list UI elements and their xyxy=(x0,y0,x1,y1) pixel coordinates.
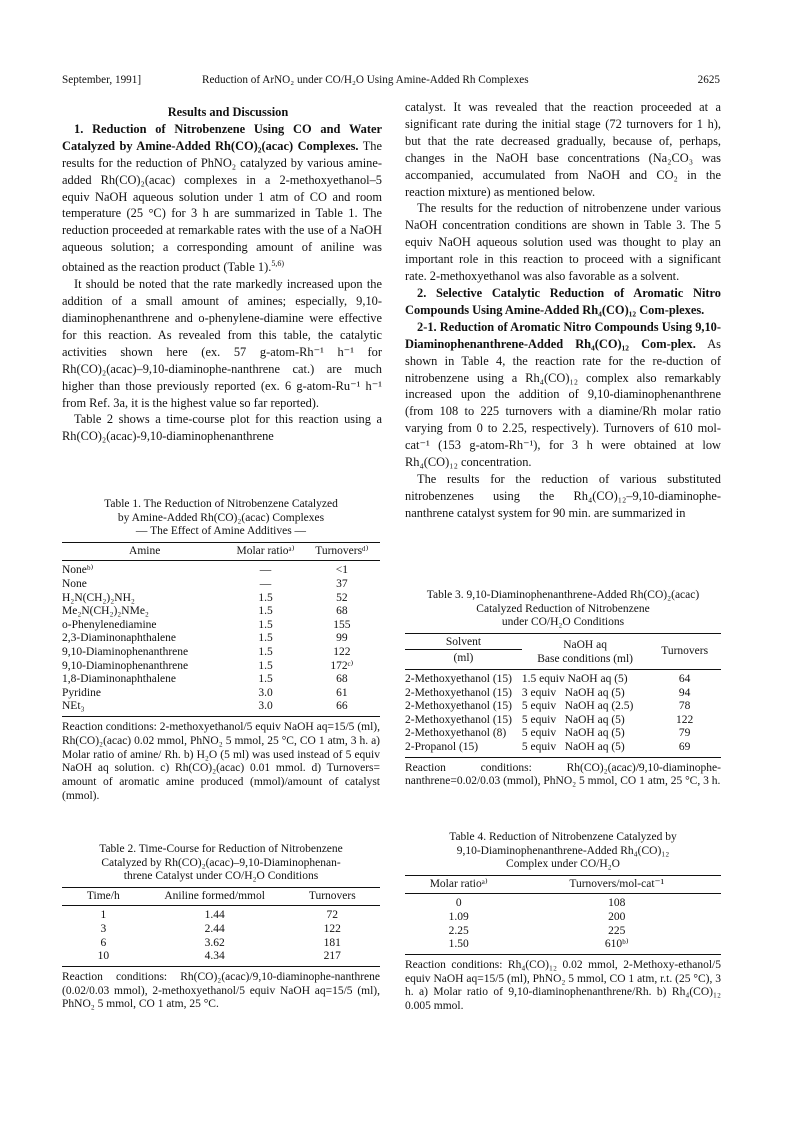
table-cell: 2,3-Diaminonaphthalene xyxy=(62,632,177,645)
table-cell: 172ᶜ⁾ xyxy=(330,659,354,672)
table-cell: 68 xyxy=(336,605,348,618)
table-row xyxy=(62,561,380,578)
table-body xyxy=(405,894,721,954)
table-row xyxy=(62,578,380,592)
table-row xyxy=(62,619,380,633)
table-header-row xyxy=(62,542,380,561)
table-cell: 2.44 xyxy=(204,922,225,935)
caption-line: 9,10-Diaminophenanthrene-Added Rh₄(CO)₁₂ xyxy=(456,844,670,857)
table-cell: 200 xyxy=(608,910,626,923)
caption-line: Catalyzed by Rh(CO)₂(acac)–9,10-Diaminophenan- xyxy=(101,856,341,869)
table-cell: o-Phenylenediamine xyxy=(62,618,157,631)
table-cell: H₂N(CH₂)₂NH₂ xyxy=(62,591,135,604)
table-cell: Me₂N(CH₂)₂NMe₂ xyxy=(62,605,149,618)
table-cell: 68 xyxy=(336,673,348,686)
caption-line: under CO/H₂O Conditions xyxy=(501,616,625,629)
table-cell: 4.34 xyxy=(204,950,225,963)
table-row xyxy=(405,687,721,701)
left-column xyxy=(62,104,382,445)
paragraph-sub2 xyxy=(405,285,721,319)
table-row xyxy=(62,660,380,674)
table-3 xyxy=(405,589,721,789)
table-cell: 2-Methoxyethanol (15) xyxy=(405,713,512,726)
caption-line: Catalyzed Reduction of Nitrobenzene xyxy=(476,602,650,615)
table-cell: — xyxy=(259,564,272,577)
table-cell: 122 xyxy=(676,713,694,726)
table-cell: 64 xyxy=(678,672,691,685)
table-row xyxy=(405,741,721,757)
table-cell: 2.25 xyxy=(448,924,469,937)
paragraph-text: As shown in Table 4, the reaction rate for the re-duction of nitrobenzene using a Rh₄(CO)₁₂ complex also remarkably increased upon the addition of 9,10-diaminophenanthrene (from 108 to 225 turnovers with a diamine/Rh molar ratio varying from 0 to 2.25, respectively). Turnovers of 610 mol-cat⁻¹ (153 g-atom-Rh⁻¹), for 3 h were obtained at low Rh₄(CO)₁₂ concentration. xyxy=(405,336,721,470)
table-cell: 122 xyxy=(333,645,351,658)
table-cell: 78 xyxy=(678,700,691,713)
paragraph-text: The results for the reduction of PhNO₂ catalyzed by various amine-added Rh(CO)₂(acac) complexes in a 2-methoxyethanol–5 equiv NaOH aqueous solution under 1 atm of CO and room temperature (25 °C) for 3 h are summarized in Table 1. The reduction proceeded at remarkable rates with the use of a NaOH aqueous solution; a corresponding amount of aniline was obtained as the reaction product (Table 1). xyxy=(62,138,382,275)
table-caption xyxy=(405,589,721,630)
caption-line: by Amine-Added Rh(CO)₂(acac) Complexes xyxy=(117,511,325,524)
table-cell: 1.09 xyxy=(448,910,469,923)
table-notes: Reaction conditions: Rh₄(CO)₁₂ 0.02 mmol, 2-Methoxy-ethanol/5 equiv NaOH aq=15/5 (ml), PhNO₂ 5 mmol, CO 1 atm, r.t. (25 °C), 3 h. a) Molar ratio of 9,10-diaminophenanthrene/Rh. b) Rh₄(CO)₁₂ 0.005 mmol. xyxy=(405,958,721,1013)
caption-line: Table 1. The Reduction of Nitrobenzene Catalyzed xyxy=(104,498,338,510)
data-table xyxy=(62,542,380,717)
right-column xyxy=(405,99,721,522)
table-cell: 1 xyxy=(100,909,107,922)
table-cell: 1.5 xyxy=(258,618,273,631)
table-cell: 1.5 xyxy=(258,632,273,645)
table-cell: 2-Methoxyethanol (15) xyxy=(405,672,512,685)
table-cell: Pyridine xyxy=(62,686,101,699)
table-cell: 1,8-Diaminonaphthalene xyxy=(62,673,177,686)
table-row xyxy=(405,894,721,911)
table-row xyxy=(62,700,380,716)
table-row xyxy=(62,605,380,619)
table-row xyxy=(62,923,380,937)
column-header: Turnoversᵈ⁾ xyxy=(315,544,369,557)
table-cell: 2-Methoxyethanol (15) xyxy=(405,686,512,699)
table-cell: 2-Methoxyethanol (8) xyxy=(405,727,507,740)
table-notes: Reaction conditions: 2-methoxyethanol/5 equiv NaOH aq=15/5 (ml), Rh(CO)₂(acac) 0.02 mmol, PhNO₂ 5 mmol, 25 °C, CO 1 atm, 3 h. a) Molar ratio of amine/ Rh. b) H₂O (5 ml) was used instead of 5 equiv NaOH aq solution. c) Rh(CO)₂(acac) 0.01 mmol. d) Turnovers= amount of aromatic amine produced (mmol)/amount of catalyst (mmol). xyxy=(62,720,380,802)
table-row xyxy=(405,700,721,714)
table-cell: 122 xyxy=(323,922,341,935)
paragraph: It should be noted that the rate markedly increased upon the addition of a small amount of amines; especially, 9,10-diaminophenanthrene and o-phenylene-diamine were effective for this reaction. As revealed from this table, the catalytic activities shown here (ex. 57 g-atom-Rh⁻¹ h⁻¹ for Rh(CO)₂(acac)–9,10-diaminophe-nanthrene cat.) are much higher than those previously reported (ex. 6 g-atom-Ru⁻¹ h⁻¹ from Ref. 3a, it is the highest value so far reported). xyxy=(62,277,382,410)
subsection-heading: 2. Selective Catalytic Reduction of Aromatic Nitro Compounds Using Amine-Added Rh₄(CO)₁₂ Com-plexes. xyxy=(405,285,721,317)
table-body xyxy=(62,561,380,717)
table-row xyxy=(405,938,721,954)
table-row xyxy=(62,937,380,951)
running-head xyxy=(62,72,720,88)
table-cell: 9,10-Diaminophenanthrene xyxy=(62,645,189,658)
table-row xyxy=(405,925,721,939)
paragraph: catalyst. It was revealed that the reaction proceeded at a significant rate during the initial stage (72 turnovers for 1 h), but that the rate decreased gradually, because of, perhaps, changes in the NaOH base concentrations (Na₂CO₃ was accompanied, accumulated from NaOH and CO₂ in the reaction mixture) as mentioned below. xyxy=(405,100,721,199)
table-cell: 79 xyxy=(678,727,691,740)
table-cell: 1.5 xyxy=(258,591,273,604)
table-cell: 52 xyxy=(336,591,348,604)
subsection-heading: 1. Reduction of Nitrobenzene Using CO and Water Catalyzed by Amine-Added Rh(CO)₂(acac) Complexes. xyxy=(62,121,382,153)
table-2 xyxy=(62,843,380,1012)
table-cell: 1.5 equiv NaOH aq (5) xyxy=(521,672,628,685)
data-table xyxy=(405,875,721,955)
table-cell: — xyxy=(259,577,272,590)
table-cell: 10 xyxy=(97,950,110,963)
column-header-group xyxy=(522,633,648,669)
table-cell: 1.5 xyxy=(258,645,273,658)
table-cell: 3.0 xyxy=(258,686,273,699)
table-cell: 217 xyxy=(323,950,341,963)
table-cell: 3 xyxy=(100,922,107,935)
table-1 xyxy=(62,498,380,804)
column-header-unit: (ml) xyxy=(453,652,474,665)
table-cell: 61 xyxy=(336,686,348,699)
caption-line: Table 2. Time-Course for Reduction of Nitrobenzene xyxy=(99,843,343,855)
data-table xyxy=(405,633,721,758)
table-cell: 0 xyxy=(455,897,462,910)
section-heading: Results and Discussion xyxy=(167,105,289,119)
table-cell: 3 equiv NaOH aq (5) xyxy=(521,686,625,699)
column-header: Turnovers xyxy=(308,889,356,902)
table-row xyxy=(62,592,380,606)
table-caption xyxy=(405,831,721,872)
table-cell: 5 equiv NaOH aq (5) xyxy=(521,740,625,753)
table-cell: 155 xyxy=(333,618,351,631)
table-cell: 181 xyxy=(323,936,341,949)
table-row xyxy=(62,673,380,687)
table-row xyxy=(405,911,721,925)
table-row xyxy=(62,687,380,701)
table-cell: Noneᵇ⁾ xyxy=(62,564,94,577)
column-header-sub: Base conditions (ml) xyxy=(537,652,634,665)
column-header: Solvent xyxy=(405,633,522,650)
table-cell: 108 xyxy=(608,897,626,910)
table-cell: 9,10-Diaminophenanthrene xyxy=(62,659,189,672)
table-cell: 5 equiv NaOH aq (2.5) xyxy=(521,700,634,713)
table-cell: <1 xyxy=(335,564,348,577)
table-row xyxy=(405,714,721,728)
table-cell: 610ᵇ⁾ xyxy=(604,938,629,951)
table-body xyxy=(62,906,380,966)
table-cell: 1.44 xyxy=(204,909,225,922)
table-body xyxy=(405,669,721,757)
table-row xyxy=(405,727,721,741)
column-header: Molar ratioᵃ⁾ xyxy=(429,877,488,890)
subsection-heading: 2-1. Reduction of Aromatic Nitro Compounds Using 9,10-Diaminophenanthrene-Added Rh₄(CO)₁₂ Com-plex. xyxy=(405,319,721,351)
table-cell: 72 xyxy=(326,909,339,922)
table-header-row xyxy=(405,633,721,650)
table-cell: 3.62 xyxy=(204,936,225,949)
table-caption xyxy=(62,498,380,539)
paragraph-sub21 xyxy=(405,319,721,471)
column-header: Molar ratioᵃ⁾ xyxy=(236,544,295,557)
caption-line: threne Catalyst under CO/H₂O Conditions xyxy=(123,870,319,883)
table-notes: Reaction conditions: Rh(CO)₂(acac)/9,10-diaminophe-nanthrene (0.02/0.03 mmol), 2-methoxyethanol/5 equiv NaOH aq=15/5 (ml), PhNO₂ 5 mmol, CO 1 atm, 25 °C. xyxy=(62,970,380,1011)
table-cell: 225 xyxy=(608,924,626,937)
table-cell: 94 xyxy=(678,686,691,699)
table-cell: NEt₃ xyxy=(62,700,85,713)
page-number: 2625 xyxy=(697,74,720,86)
table-cell: 3.0 xyxy=(258,700,273,713)
table-row xyxy=(62,906,380,923)
table-header-row xyxy=(62,887,380,906)
table-4 xyxy=(405,831,721,1014)
column-header: Amine xyxy=(129,544,161,557)
table-cell: 99 xyxy=(336,632,348,645)
table-cell: 1.5 xyxy=(258,605,273,618)
caption-line: Table 4. Reduction of Nitrobenzene Catalyzed by xyxy=(449,831,677,843)
reference-marker: 5,6) xyxy=(271,259,285,269)
table-row xyxy=(62,632,380,646)
table-cell: 37 xyxy=(336,577,348,590)
table-cell: 2-Propanol (15) xyxy=(405,740,479,753)
column-header: Aniline formed/mmol xyxy=(164,889,265,902)
paragraph: The results for the reduction of various substituted nitrobenzenes using the Rh₄(CO)₁₂–9,10-diaminophe-nanthrene catalyst system for 90 min. are summarized in xyxy=(405,471,721,520)
table-cell: 2-Methoxyethanol (15) xyxy=(405,700,512,713)
table-cell: 1.50 xyxy=(448,938,469,951)
table-cell: 5 equiv NaOH aq (5) xyxy=(521,713,625,726)
table-cell: None xyxy=(62,577,87,590)
paragraph: The results for the reduction of nitrobenzene under various NaOH concentration conditions are shown in Table 3. The 5 equiv NaOH aqueous solution used was thought to play an important role in this reaction to proceed with a significant rate. 2-methoxyethanol was also favorable as a solvent. xyxy=(405,201,721,284)
column-header: Time/h xyxy=(86,889,120,902)
table-cell: 1.5 xyxy=(258,673,273,686)
table-notes: Reaction conditions: Rh(CO)₂(acac)/9,10-diaminophe-nanthrene=0.02/0.03 (mmol), PhNO₂ 5 mmol, CO 1 atm, 25 °C, 3 h. xyxy=(405,761,721,788)
column-header: Turnovers/mol-cat⁻¹ xyxy=(569,877,665,890)
table-cell: 69 xyxy=(678,740,691,753)
table-caption xyxy=(62,843,380,884)
running-title: Reduction of ArNO₂ under CO/H₂O Using Amine-Added Rh Complexes xyxy=(202,74,529,86)
table-cell: 6 xyxy=(100,936,107,949)
table-cell: 66 xyxy=(336,700,348,713)
column-header: Turnovers xyxy=(661,644,709,657)
issue-date: September, 1991] xyxy=(62,74,142,86)
table-header-row xyxy=(405,875,721,894)
caption-line: Complex under CO/H₂O xyxy=(506,858,620,871)
table-row xyxy=(62,950,380,966)
column-header: NaOH aq xyxy=(563,639,607,652)
paragraph-sub1 xyxy=(62,121,382,276)
table-row xyxy=(62,646,380,660)
paragraph: Table 2 shows a time-course plot for this reaction using a Rh(CO)₂(acac)-9,10-diaminophenanthrene xyxy=(62,412,382,444)
caption-line: Table 3. 9,10-Diaminophenanthrene-Added Rh(CO)₂(acac) xyxy=(426,589,700,601)
table-row xyxy=(405,669,721,686)
table-cell: 5 equiv NaOH aq (5) xyxy=(521,727,625,740)
table-cell: 1.5 xyxy=(258,659,273,672)
caption-line: — The Effect of Amine Additives — xyxy=(135,525,307,538)
data-table xyxy=(62,887,380,967)
